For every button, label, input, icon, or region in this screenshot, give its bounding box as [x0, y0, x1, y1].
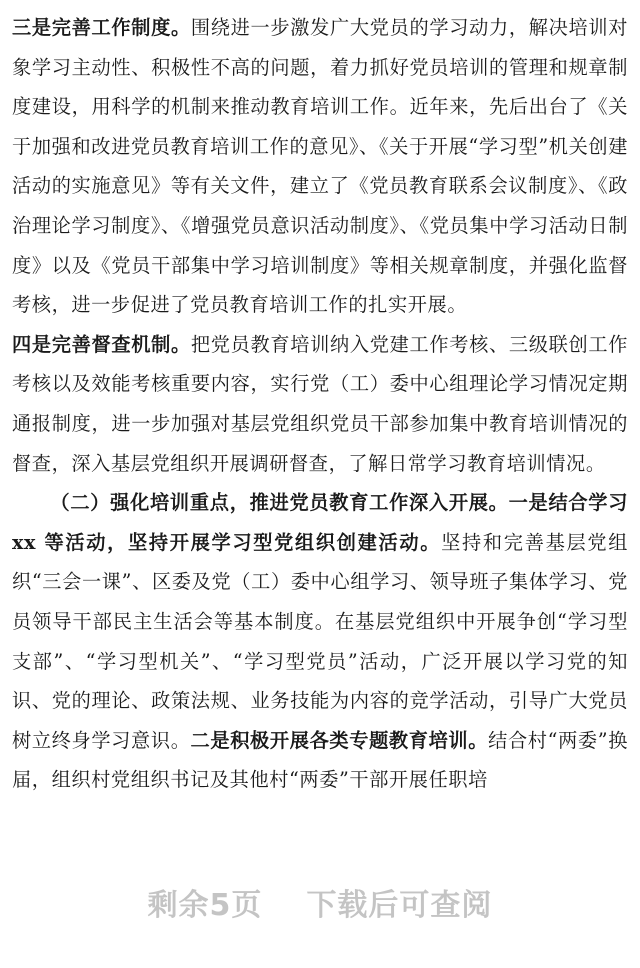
paragraph-training-focus	[12, 483, 628, 800]
body-work-system: 围绕进一步激发广大党员的学习动力，解决培训对象学习主动性、积极性不高的问题，着力抓好党员培训的管理和规章制度建设，用科学的机制来推动教育培训工作。近年来，先后出台了《关于加强和改进党员教育培训工作的意见》、《关于开展“学习型”机关创建活动的实施意见》等有关文件，建立了《党员教育联系会议制度》、《政治理论学习制度》、《增强党员意识活动制度》、《党员集中学习活动日制度》以及《党员干部集中学习培训制度》等相关规章制度，并强化监督考核，进一步促进了党员教育培训工作的扎实开展。	[12, 16, 629, 317]
body-training-focus: 坚持和完善基层党组织“三会一课”、区委及党（工）委中心组学习、领导班子集体学习、党员领导干部民主生活会等基本制度。在基层党组织中开展争创“学习型支部”、“学习型机关”、“学习型党员”活动，广泛开展以学习党的知识、党的理论、政策法规、业务技能为内容的竞学活动，引导广大党员树立终身学习意识。	[12, 530, 628, 752]
document-page	[12, 8, 628, 800]
remaining-pages-text: 剩余5页	[147, 888, 263, 923]
paragraph-work-system	[12, 8, 628, 325]
lead-work-system: 三是完善工作制度。	[12, 16, 191, 39]
lead-special-training: 二是积极开展各类专题教育培训。	[190, 728, 489, 752]
body-supervision: 把党员教育培训纳入党建工作考核、三级联创工作考核以及效能考核重要内容，实行党（工）委中心组理论学习情况定期通报制度，进一步加强对基层党组织党员干部参加集中教育培训情况的督查，深入基层党组织开展调研督查，了解日常学习教育培训情况。	[12, 332, 629, 475]
download-to-view-text: 下载后可查阅	[306, 888, 493, 923]
lead-supervision: 四是完善督查机制。	[12, 332, 191, 356]
paragraph-supervision	[12, 325, 628, 483]
body-special-training: 结合村“两委”换届，组织村党组织书记及其他村“两委”干部开展任职培	[12, 728, 629, 792]
download-prompt-banner	[0, 880, 640, 924]
section-heading: （二）强化培训重点，推进党员教育工作深入开展。一是结合学习 xx 等活动，坚持开展学习型党组织创建活动。	[12, 491, 628, 554]
